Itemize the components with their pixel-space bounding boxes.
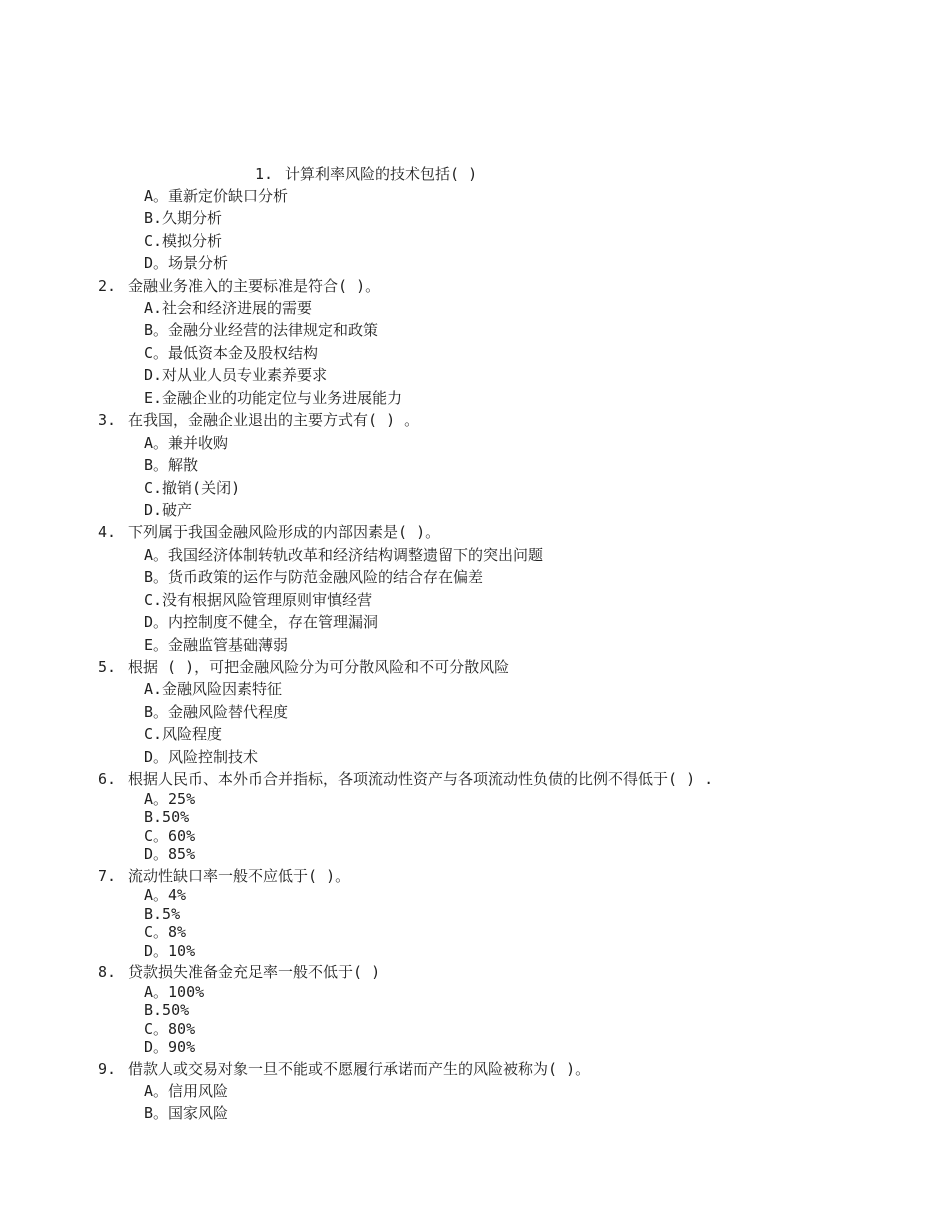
option: B.50% <box>144 1001 190 1019</box>
question-text: 贷款损失准备金充足率一般不低于( ) <box>128 963 381 981</box>
question-text: 计算利率风险的技术包括( ) <box>285 165 478 183</box>
option: C。60% <box>144 827 196 845</box>
question-number: 5. <box>98 658 117 676</box>
question-8 <box>98 962 380 982</box>
question-number: 4. <box>98 523 117 541</box>
option: A。4% <box>144 886 187 904</box>
question-text: 在我国，金融企业退出的主要方式有( ) 。 <box>128 411 420 429</box>
question-6 <box>98 769 713 789</box>
question-3 <box>98 410 419 430</box>
option: D。内控制度不健全，存在管理漏洞 <box>144 613 379 631</box>
option: C.撤销(关闭) <box>144 479 241 497</box>
question-1 <box>255 164 477 184</box>
question-text: 下列属于我国金融风险形成的内部因素是( )。 <box>128 523 441 541</box>
question-number: 2. <box>98 277 117 295</box>
option: A。重新定价缺口分析 <box>144 187 289 205</box>
question-text: 流动性缺口率一般不应低于( )。 <box>128 867 351 885</box>
option: D。85% <box>144 845 196 863</box>
question-number: 7. <box>98 867 117 885</box>
question-text: 金融业务准入的主要标准是符合( )。 <box>128 277 381 295</box>
option: E。金融监管基础薄弱 <box>144 636 289 654</box>
question-text: 根据人民币、本外币合并指标，各项流动性资产与各项流动性负债的比例不得低于( ) . <box>128 770 714 788</box>
option: D。10% <box>144 942 196 960</box>
option: B。解散 <box>144 456 199 474</box>
option: A。我国经济体制转轨改革和经济结构调整遗留下的突出问题 <box>144 546 544 564</box>
question-number: 9. <box>98 1060 117 1078</box>
option: C。8% <box>144 923 187 941</box>
question-5 <box>98 657 509 677</box>
option: D.破产 <box>144 501 193 519</box>
question-number: 3. <box>98 411 117 429</box>
question-2 <box>98 276 380 296</box>
option: A。100% <box>144 983 205 1001</box>
option: A。兼并收购 <box>144 434 229 452</box>
option: B。金融风险替代程度 <box>144 703 289 721</box>
option: C。最低资本金及股权结构 <box>144 344 319 362</box>
option: E.金融企业的功能定位与业务进展能力 <box>144 389 403 407</box>
question-number: 8. <box>98 963 117 981</box>
option: A.社会和经济进展的需要 <box>144 299 313 317</box>
option: B.50% <box>144 808 190 826</box>
option: B。货币政策的运作与防范金融风险的结合存在偏差 <box>144 568 484 586</box>
question-number: 1. <box>255 165 274 183</box>
option: D。风险控制技术 <box>144 748 259 766</box>
question-number: 6. <box>98 770 117 788</box>
option: C.模拟分析 <box>144 232 223 250</box>
question-4 <box>98 522 440 542</box>
option: D。场景分析 <box>144 254 229 272</box>
option: D。90% <box>144 1038 196 1056</box>
question-9 <box>98 1059 590 1079</box>
option: B。金融分业经营的法律规定和政策 <box>144 321 379 339</box>
option: B.5% <box>144 905 181 923</box>
option: C.风险程度 <box>144 725 223 743</box>
option: A。信用风险 <box>144 1082 229 1100</box>
option: D.对从业人员专业素养要求 <box>144 366 328 384</box>
option: A。25% <box>144 790 196 808</box>
option: C.没有根据风险管理原则审慎经营 <box>144 591 373 609</box>
question-text: 根据 ( )，可把金融风险分为可分散风险和不可分散风险 <box>128 658 510 676</box>
question-text: 借款人或交易对象一旦不能或不愿履行承诺而产生的风险被称为( )。 <box>128 1060 591 1078</box>
option: C。80% <box>144 1020 196 1038</box>
option: B.久期分析 <box>144 209 223 227</box>
option: A.金融风险因素特征 <box>144 680 283 698</box>
option: B。国家风险 <box>144 1104 229 1122</box>
question-7 <box>98 866 350 886</box>
